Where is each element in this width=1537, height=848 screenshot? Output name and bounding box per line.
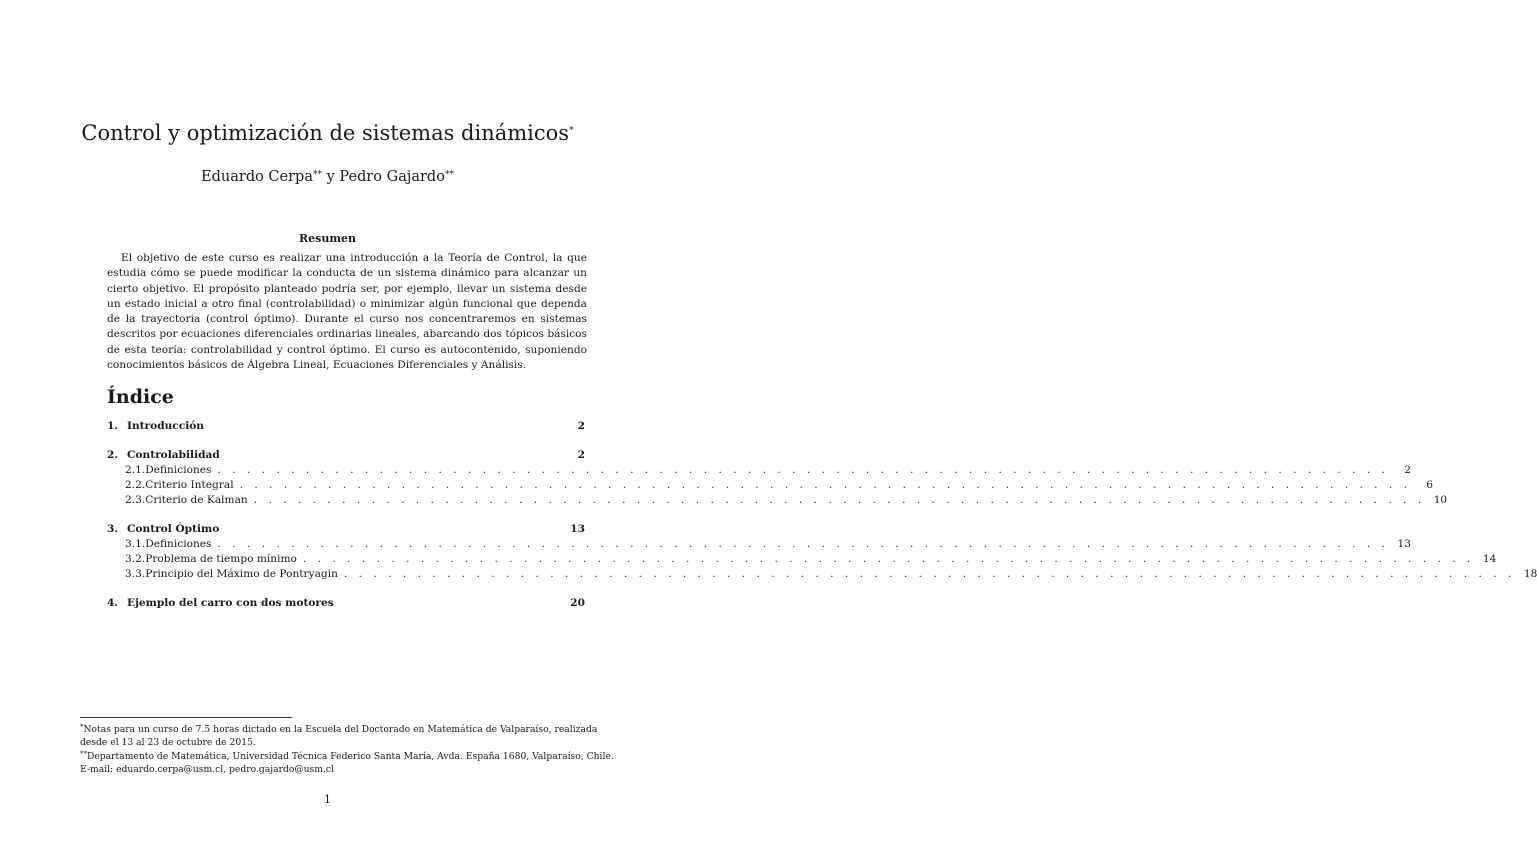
toc-leader-dots: . . . . . . . . . . . . . . . . . . . . . . . . . . . . . . . . . . . . . . . . . . . . . . . . . . . . . . . . . . . . . . . . . . . . . . . . . . . . . . . . xyxy=(253,494,1426,506)
title-text: Control y optimización de sistemas dinámicos xyxy=(81,121,570,145)
footnote-text: Departamento de Matemática, Universidad Técnica Federico Santa María, Avda. España 1680, Valparaíso, Chile. E-mail: eduardo.cerpa@usm.cl, pedro.gajardo@usm.cl xyxy=(80,751,614,775)
toc-entry-label: Introducción xyxy=(127,420,205,432)
footnote-text: Notas para un curso de 7.5 horas dictado en la Escuela del Doctorado en Matemática de Valparaíso, realizada desde el 13 al 23 de octubre de 2015. xyxy=(80,724,598,748)
toc-subentry[interactable] xyxy=(107,538,1411,553)
footnote-mark: * xyxy=(80,723,84,731)
toc-subentry-page: 10 xyxy=(1433,494,1448,506)
author-conjunction: y xyxy=(326,169,335,185)
author-name: Eduardo Cerpa xyxy=(201,169,313,185)
toc-subentry-page: 18 xyxy=(1523,568,1537,580)
toc-subentry-label: Definiciones xyxy=(145,464,212,476)
toc-subentry-number: 2.3. xyxy=(125,494,146,506)
toc-subentry-label: Criterio Integral xyxy=(145,479,234,491)
authors-line xyxy=(0,167,655,187)
toc-heading: Índice xyxy=(107,386,174,408)
toc-subentry[interactable] xyxy=(107,464,1411,479)
toc-leader-dots: . . . . . . . . . . . . . . . . . . . . . . . . . . . . . . . . . . . . . . . . . . . . . . . . . . . . . . . . . . . . . . . . . . . . . . . . . . . . . . . . xyxy=(217,538,1389,550)
toc-subentry[interactable] xyxy=(107,494,1448,509)
toc-entry-page: 20 xyxy=(570,597,585,609)
toc-entry-page: 13 xyxy=(570,523,585,535)
footnote xyxy=(80,750,620,776)
toc-entry[interactable] xyxy=(107,420,585,435)
toc-entry-label: Control Óptimo xyxy=(127,523,220,535)
toc-subentry[interactable] xyxy=(107,568,1537,583)
toc-subentry-label: Criterio de Kalman xyxy=(145,494,248,506)
toc-leader-dots: . . . . . . . . . . . . . . . . . . . . . . . . . . . . . . . . . . . . . . . . . . . . . . . . . . . . . . . . . . . . . . . . . . . . . . . . . . . . . . . . xyxy=(239,479,1412,491)
footnote-mark: ** xyxy=(80,750,87,758)
toc-subentry-number: 2.2. xyxy=(125,479,146,491)
toc-entry-label: Controlabilidad xyxy=(127,449,220,461)
footnote xyxy=(80,723,620,749)
author-footnote-mark: ** xyxy=(312,170,322,180)
toc-subentry[interactable] xyxy=(107,479,1434,494)
author-footnote-mark: ** xyxy=(444,170,454,180)
title-footnote-mark: * xyxy=(569,126,574,136)
toc-subentry-number: 2.1. xyxy=(125,464,146,476)
toc-leader-dots: . . . . . . . . . . . . . . . . . . . . . . . . . . . . . . . . . . . . . . . . . . . . . . . . . . . . . . . . . . . . . . . . . . . . . . . . . . . . . . . . xyxy=(343,568,1516,580)
toc-subentry-page: 2 xyxy=(1404,464,1411,476)
toc-subentry-page: 14 xyxy=(1482,553,1497,565)
abstract-text: El objetivo de este curso es realizar una introducción a la Teoría de Control, la que estudia cómo se puede modificar la conducta de un sistema dinámico para alcanzar un cierto objetivo. El propósito planteado podría ser, por ejemplo, llevar un sistema desde un estado inicial a otro final (controlabilidad) o minimizar algún funcional que dependa de la trayectoria (control óptimo). Durante el curso nos concentraremos en sistemas descritos por ecuaciones diferenciales ordinarias lineales, abarcando dos tópicos básicos de esta teoría: controlabilidad y control óptimo. El curso es autocontenido, suponiendo conocimientos básicos de Álgebra Lineal, Ecuaciones Diferenciales y Análisis. xyxy=(107,252,587,372)
toc-subentry-page: 13 xyxy=(1397,538,1411,550)
toc-entry-label: Ejemplo del carro con dos motores xyxy=(127,597,334,609)
toc-entry[interactable] xyxy=(107,597,585,612)
toc-spacer xyxy=(107,583,585,597)
toc-spacer xyxy=(107,435,585,449)
toc-subentry-label: Principio del Máximo de Pontryagin xyxy=(145,568,338,580)
toc-entry[interactable] xyxy=(107,523,585,538)
toc-entry-page: 2 xyxy=(577,420,585,432)
toc-subentry-number: 3.2. xyxy=(125,553,146,565)
toc-entry-number: 3. xyxy=(107,523,119,535)
toc-subentry-label: Problema de tiempo mínimo xyxy=(145,553,297,565)
page-number: 1 xyxy=(324,793,331,806)
toc-subentry[interactable] xyxy=(107,553,1497,568)
toc-subentry-label: Definiciones xyxy=(145,538,212,550)
toc-entry-number: 4. xyxy=(107,597,119,609)
table-of-contents xyxy=(107,420,1537,612)
toc-subentry-number: 3.3. xyxy=(125,568,146,580)
toc-entry-number: 1. xyxy=(107,420,119,432)
toc-spacer xyxy=(107,509,585,523)
toc-leader-dots: . . . . . . . . . . . . . . . . . . . . . . . . . . . . . . . . . . . . . . . . . . . . . . . . . . . . . . . . . . . . . . . . . . . . . . . . . . . . . . . . xyxy=(302,553,1475,565)
paper-title xyxy=(0,120,655,146)
toc-leader-dots: . . . . . . . . . . . . . . . . . . . . . . . . . . . . . . . . . . . . . . . . . . . . . . . . . . . . . . . . . . . . . . . . . . . . . . . . . . . . . . . . xyxy=(217,464,1389,476)
toc-entry-number: 2. xyxy=(107,449,119,461)
toc-entry[interactable] xyxy=(107,449,585,464)
footnote-rule xyxy=(80,717,292,718)
toc-subentry-number: 3.1. xyxy=(125,538,146,550)
toc-entry-page: 2 xyxy=(577,449,585,461)
toc-subentry-page: 6 xyxy=(1426,479,1434,491)
author-name: Pedro Gajardo xyxy=(339,169,445,185)
abstract-heading: Resumen xyxy=(299,232,356,245)
